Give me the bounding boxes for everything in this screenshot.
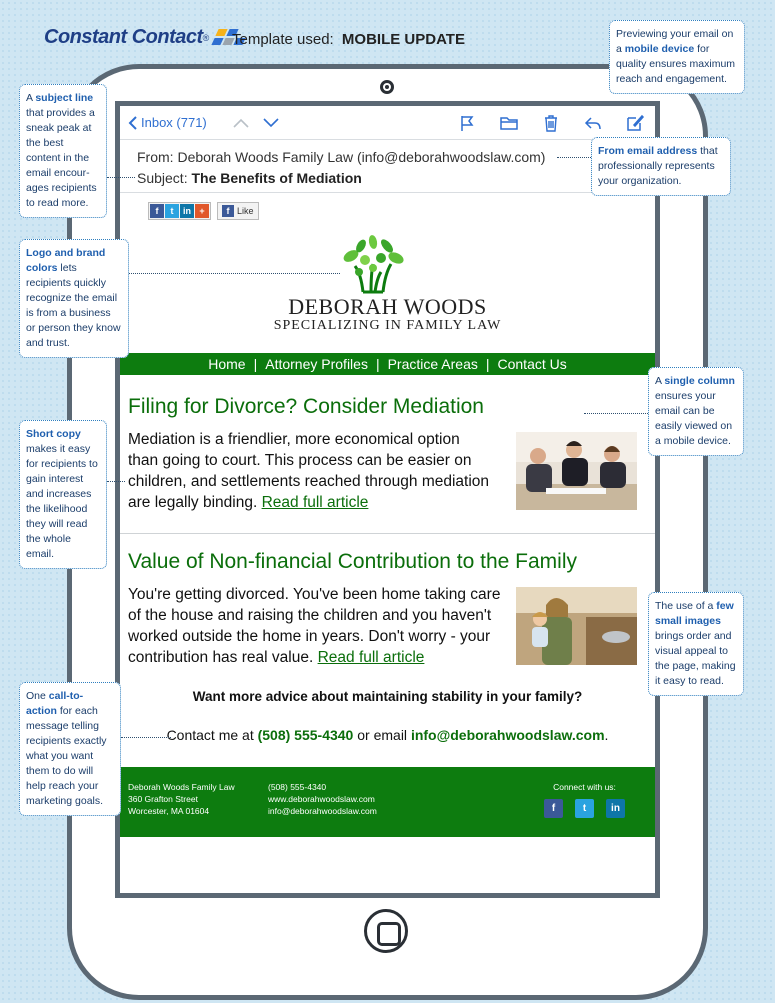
- more-share-icon[interactable]: +: [195, 204, 209, 218]
- footer-line: Worcester, MA 01604: [128, 806, 210, 816]
- leader-line: [107, 481, 125, 482]
- facebook-share-icon[interactable]: f: [150, 204, 164, 218]
- callout-few-images: The use of a few small images brings order and visual appeal to the page, making it easy to read.: [648, 592, 744, 696]
- chevron-down-icon[interactable]: [263, 118, 279, 128]
- nav-separator: |: [253, 356, 258, 372]
- facebook-icon[interactable]: f: [544, 799, 563, 818]
- leader-line: [129, 273, 340, 274]
- footer-phone[interactable]: (508) 555-4340: [268, 782, 327, 792]
- inbox-back-button[interactable]: [128, 115, 207, 130]
- template-label: [232, 31, 465, 48]
- mail-from: [137, 149, 545, 165]
- nav-home[interactable]: Home: [208, 356, 246, 372]
- callout-logo-brand: Logo and brand colors lets recipients quickly recognize the email is from a business or person they know and trust.: [19, 239, 129, 358]
- subject-prefix: Subject:: [137, 170, 188, 186]
- twitter-icon[interactable]: t: [575, 799, 594, 818]
- callout-short-copy: Short copy makes it easy for recipients to gain interest and increases the likelihood they will read the whole email.: [19, 420, 107, 569]
- from-prefix: From:: [137, 149, 174, 165]
- nav-contact-us[interactable]: Contact Us: [497, 356, 567, 372]
- article-line: worked outside the home in years. Don't worry - your: [128, 628, 491, 645]
- camera-icon: [380, 80, 394, 94]
- footer-address: [128, 781, 235, 817]
- share-buttons: [148, 202, 211, 220]
- article-line: children, and settlements reached through mediation: [128, 473, 490, 490]
- email-nav-bar: [120, 353, 655, 375]
- callout-single-column: A single column ensures your email can be easily viewed on a mobile device.: [648, 367, 744, 456]
- like-label: Like: [237, 206, 254, 216]
- template-prefix: Template used:: [232, 31, 334, 48]
- compose-icon[interactable]: [625, 113, 645, 133]
- share-bar: [148, 202, 259, 220]
- cta-contact: [120, 727, 655, 743]
- cta-email-link[interactable]: info@deborahwoodslaw.com: [410, 727, 605, 743]
- article-line: You're getting divorced. You've been home taking care: [128, 586, 501, 603]
- logo-name: DEBORAH WOODS: [288, 294, 487, 319]
- tree-logo-icon: [341, 234, 405, 294]
- article-line: are legally binding.: [128, 494, 258, 511]
- chevron-up-icon[interactable]: [233, 118, 249, 128]
- folder-icon[interactable]: [499, 113, 519, 133]
- linkedin-icon[interactable]: in: [606, 799, 625, 818]
- footer-email[interactable]: info@deborahwoodslaw.com: [268, 806, 377, 816]
- facebook-icon: f: [222, 205, 234, 217]
- leader-line: [584, 413, 648, 414]
- logo-tagline: SPECIALIZING IN FAMILY LAW: [273, 318, 502, 333]
- footer-line: Deborah Woods Family Law: [128, 782, 235, 792]
- facebook-like-button[interactable]: [217, 202, 259, 220]
- from-value: Deborah Woods Family Law (info@deborahwoodslaw.com): [177, 149, 546, 165]
- chevron-left-icon: [128, 116, 137, 130]
- article-line: Mediation is a friendlier, more economical option: [128, 431, 460, 448]
- footer-website[interactable]: www.deborahwoodslaw.com: [268, 794, 375, 804]
- inbox-label: Inbox (771): [141, 115, 207, 130]
- article-line: of the house and raising the children and you haven't: [128, 607, 492, 624]
- cta-middle: or email: [357, 727, 408, 743]
- read-full-article-link[interactable]: Read full article: [317, 649, 425, 666]
- article-line: than going to court. This process can be easier on: [128, 452, 472, 469]
- connect-label: Connect with us:: [553, 782, 616, 792]
- tablet-screen: [115, 101, 660, 898]
- footer-connect: [544, 781, 625, 818]
- read-full-article-link[interactable]: Read full article: [261, 494, 369, 511]
- article-divider: [120, 533, 655, 534]
- article-title: Value of Non-financial Contribution to the Family: [128, 550, 578, 573]
- leader-line: [121, 737, 171, 738]
- cta-prefix: Contact me at: [166, 727, 254, 743]
- brand-registered-mark: ®: [202, 32, 210, 43]
- home-button[interactable]: [364, 909, 408, 953]
- linkedin-share-icon[interactable]: in: [180, 204, 194, 218]
- family-kitchen-photo: [516, 587, 637, 665]
- footer-line: 360 Grafton Street: [128, 794, 198, 804]
- callout-subject-line: A subject line that provides a sneak peak at the best content in the email encour-ages recipients to read more.: [19, 84, 107, 218]
- cta-suffix: .: [604, 727, 609, 743]
- twitter-share-icon[interactable]: t: [165, 204, 179, 218]
- nav-separator: |: [485, 356, 490, 372]
- nav-separator: |: [375, 356, 380, 372]
- mail-toolbar: [120, 106, 655, 140]
- article-title: Filing for Divorce? Consider Mediation: [128, 395, 484, 418]
- flag-icon[interactable]: [457, 113, 477, 133]
- template-name: MOBILE UPDATE: [341, 31, 465, 48]
- mail-subject: [137, 170, 362, 186]
- cta-question: Want more advice about maintaining stability in your family?: [192, 689, 583, 704]
- article-line: contribution has real value.: [128, 649, 314, 666]
- callout-call-to-action: One call-to-action for each message telling recipients exactly what you want them to do will help reach your marketing goals.: [19, 682, 121, 816]
- mediation-meeting-photo: [516, 432, 637, 510]
- subject-value: The Benefits of Mediation: [191, 170, 362, 186]
- leader-line: [107, 177, 135, 178]
- leader-line: [557, 157, 591, 158]
- reply-icon[interactable]: [583, 113, 603, 133]
- callout-from-address: From email address that professionally represents your organization.: [591, 137, 731, 196]
- article-body: [128, 584, 500, 668]
- cta-phone-link[interactable]: (508) 555-4340: [257, 727, 354, 743]
- brand-name: Constant Contact: [44, 26, 203, 48]
- mail-header-divider: [120, 192, 655, 193]
- email-viewer: [120, 106, 655, 893]
- footer-contact: [268, 781, 377, 817]
- constant-contact-logo: [44, 26, 243, 49]
- callout-mobile-device: Previewing your email on a mobile device for quality ensures maximum reach and engagement.: [609, 20, 745, 94]
- nav-practice-areas[interactable]: Practice Areas: [387, 356, 478, 372]
- trash-icon[interactable]: [541, 113, 561, 133]
- nav-attorney-profiles[interactable]: Attorney Profiles: [265, 356, 368, 372]
- article-body: [128, 429, 489, 513]
- email-footer: [120, 767, 655, 837]
